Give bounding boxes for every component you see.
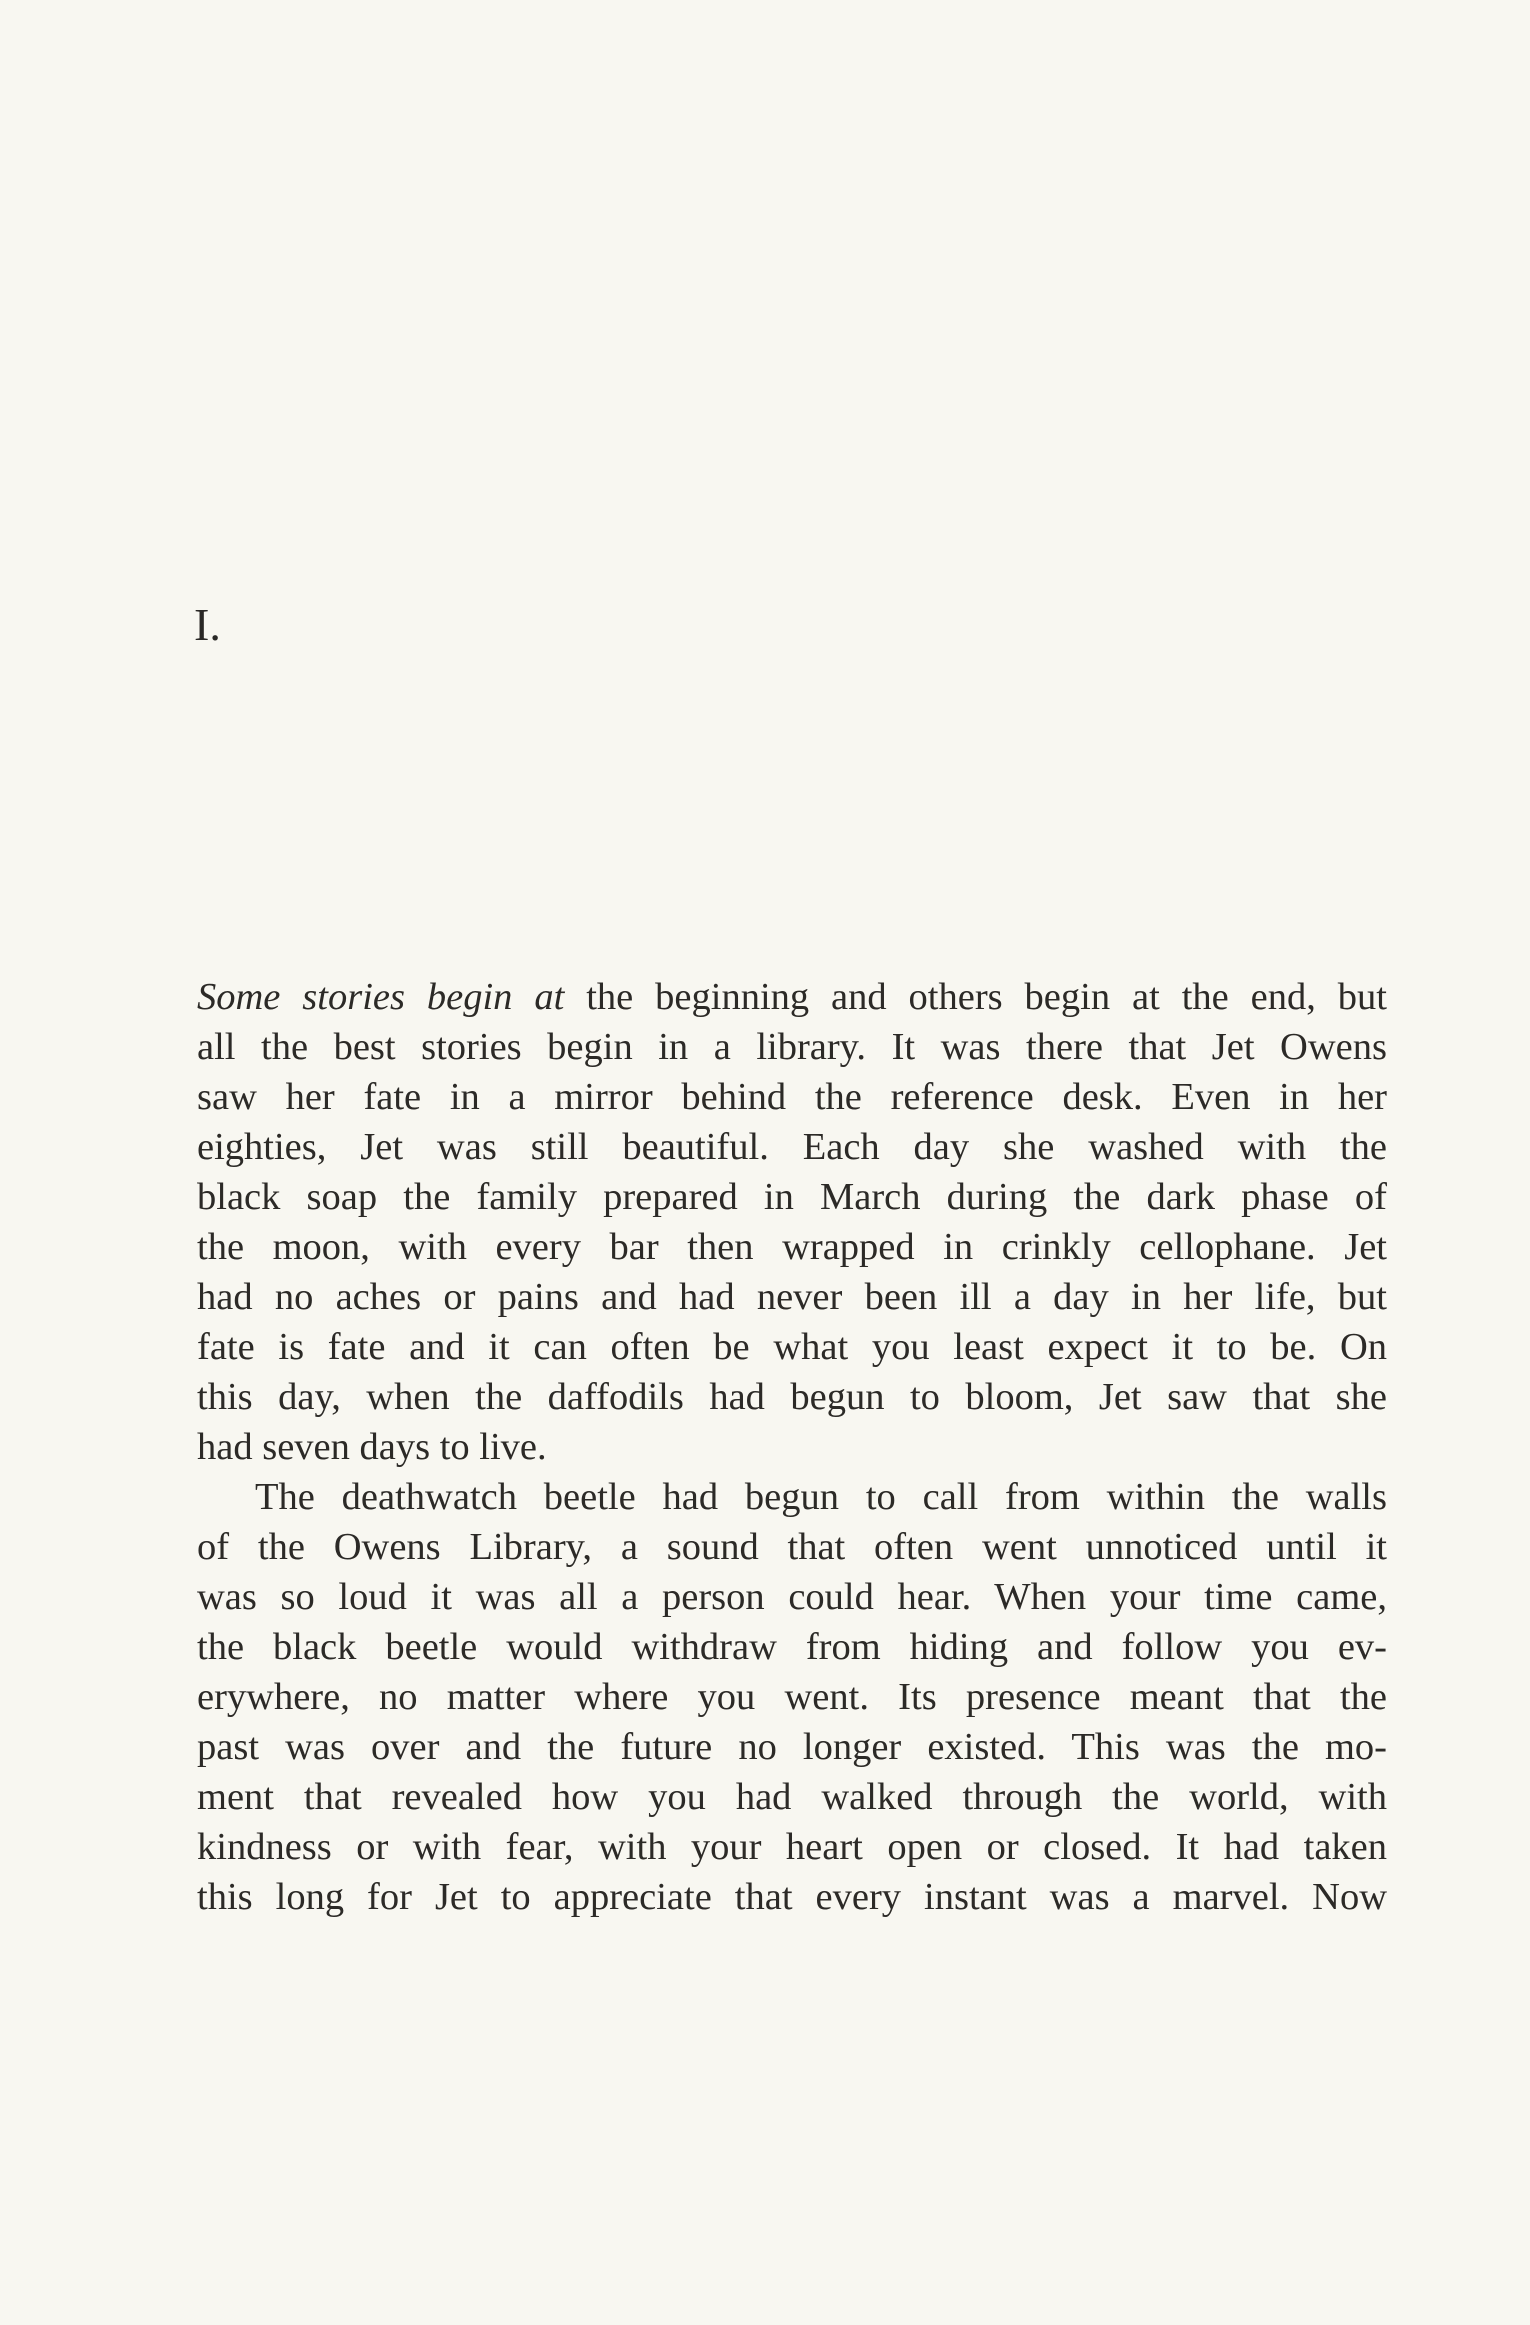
italic-opening: Some stories begin at: [197, 976, 565, 1018]
text-line: erywhere, no matter where you went. Its presence meant that the: [197, 1676, 1387, 1718]
body-text: [197, 972, 1387, 1922]
text-line: of the Owens Library, a sound that often went unnoticed until it: [197, 1526, 1387, 1568]
chapter-number: I.: [194, 599, 221, 650]
text-line: eighties, Jet was still beautiful. Each day she washed with the: [197, 1126, 1387, 1168]
text-line: [197, 972, 1387, 1022]
text-line: The deathwatch beetle had begun to call from within the walls: [255, 1476, 1387, 1518]
text-line: this day, when the daffodils had begun to bloom, Jet saw that she: [197, 1376, 1387, 1418]
text-line: saw her fate in a mirror behind the reference desk. Even in her: [197, 1076, 1387, 1118]
text-line: past was over and the future no longer existed. This was the mo-: [197, 1726, 1387, 1768]
text-line: ment that revealed how you had walked through the world, with: [197, 1776, 1387, 1818]
text-line: black soap the family prepared in March during the dark phase of: [197, 1176, 1387, 1218]
text-line: had no aches or pains and had never been ill a day in her life, but: [197, 1276, 1387, 1318]
line-text: the beginning and others begin at the end, but: [564, 976, 1387, 1018]
text-line: kindness or with fear, with your heart open or closed. It had taken: [197, 1826, 1387, 1868]
text-line: the moon, with every bar then wrapped in crinkly cellophane. Jet: [197, 1226, 1387, 1268]
text-line: this long for Jet to appreciate that every instant was a marvel. Now: [197, 1876, 1387, 1918]
text-line: the black beetle would withdraw from hiding and follow you ev-: [197, 1626, 1387, 1668]
text-line: fate is fate and it can often be what you least expect it to be. On: [197, 1326, 1387, 1368]
text-line: was so loud it was all a person could hear. When your time came,: [197, 1576, 1387, 1618]
text-line: had seven days to live.: [197, 1426, 547, 1468]
text-line: all the best stories begin in a library. It was there that Jet Owens: [197, 1026, 1387, 1068]
